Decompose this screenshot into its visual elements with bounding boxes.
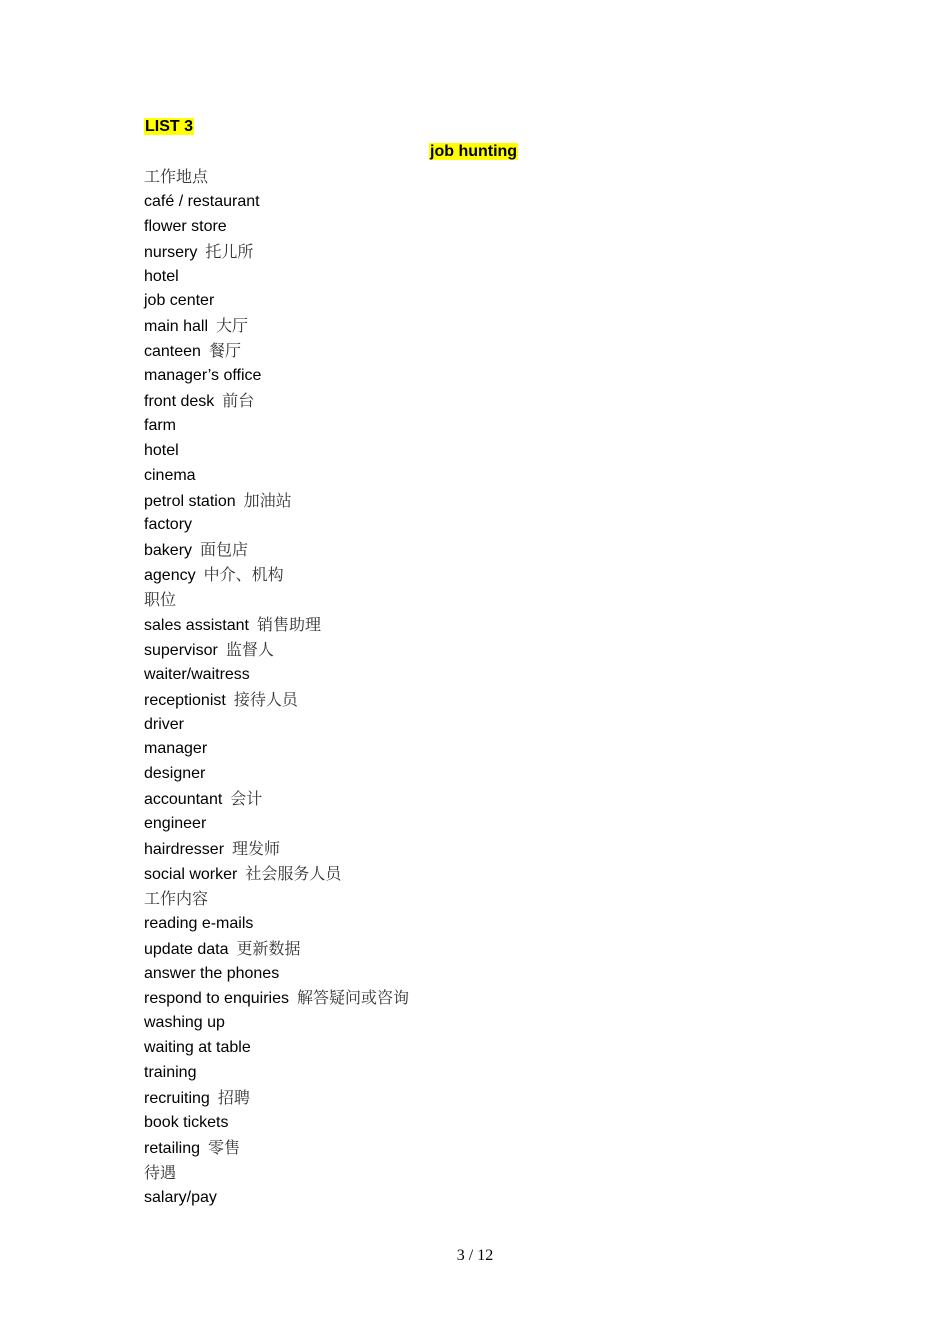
entry-chinese: 加油站	[243, 490, 292, 510]
entry-english: recruiting	[144, 1089, 210, 1107]
entry-chinese: 餐厅	[208, 341, 241, 361]
entry-english: retailing	[144, 1139, 201, 1157]
vocab-entry	[144, 862, 409, 887]
vocab-entry	[144, 1061, 409, 1086]
vocab-entry	[144, 737, 409, 762]
entry-english: cinema	[144, 466, 196, 484]
vocab-entry	[144, 314, 409, 339]
vocab-entry	[144, 762, 409, 787]
entry-chinese: 监督人	[225, 639, 274, 659]
entry-english: salary/pay	[144, 1188, 217, 1206]
category-heading	[144, 588, 409, 613]
vocab-entry	[144, 389, 409, 414]
entry-english: manager’s office	[144, 367, 262, 385]
entry-chinese: 解答疑问或咨询	[296, 988, 409, 1008]
vocab-entry	[144, 513, 409, 538]
category-heading	[144, 887, 409, 912]
entry-english: book tickets	[144, 1113, 229, 1131]
entry-chinese: 零售	[208, 1137, 241, 1157]
category-heading	[144, 165, 409, 190]
vocab-entry	[144, 563, 409, 588]
section-title	[429, 142, 518, 162]
vocab-entry	[144, 713, 409, 738]
entry-english: washing up	[144, 1014, 225, 1032]
entry-chinese: 待遇	[144, 1162, 177, 1182]
entry-english: factory	[144, 516, 193, 534]
vocab-entry	[144, 937, 409, 962]
entry-english: reading e-mails	[144, 914, 254, 932]
category-heading	[144, 1161, 409, 1186]
vocab-entry	[144, 663, 409, 688]
vocab-entry	[144, 190, 409, 215]
vocab-entry	[144, 1011, 409, 1036]
entry-chinese: 社会服务人员	[245, 863, 342, 883]
entry-chinese: 招聘	[217, 1087, 250, 1107]
entry-english: waiting at table	[144, 1039, 251, 1057]
entry-english: petrol station	[144, 492, 236, 510]
vocab-entry	[144, 912, 409, 937]
entry-english: training	[144, 1064, 197, 1082]
vocab-entry	[144, 364, 409, 389]
entry-chinese: 工作地点	[144, 167, 209, 186]
list-title	[144, 117, 194, 137]
entry-english: accountant	[144, 791, 223, 809]
vocab-entry	[144, 1111, 409, 1136]
entry-chinese: 中介、机构	[203, 565, 284, 585]
vocab-entry	[144, 240, 409, 265]
vocab-entry	[144, 439, 409, 464]
entry-chinese: 职位	[144, 590, 177, 610]
entry-english: hotel	[144, 267, 179, 285]
entry-english: respond to enquiries	[144, 990, 289, 1008]
vocab-entry	[144, 1036, 409, 1061]
vocab-entry	[144, 489, 409, 514]
vocab-entry	[144, 1136, 409, 1161]
entry-english: sales assistant	[144, 617, 249, 635]
entry-chinese: 接待人员	[233, 689, 298, 709]
entry-chinese: 大厅	[216, 316, 249, 336]
vocab-entry	[144, 414, 409, 439]
entry-english: flower store	[144, 217, 227, 235]
entry-english: front desk	[144, 393, 215, 411]
entry-chinese: 销售助理	[256, 615, 321, 635]
entry-chinese: 会计	[230, 789, 263, 809]
entry-english: bakery	[144, 542, 193, 560]
entry-chinese: 理发师	[232, 839, 281, 859]
vocab-entry	[144, 962, 409, 987]
entry-english: café / restaurant	[144, 192, 260, 210]
vocab-entry	[144, 837, 409, 862]
entry-english: driver	[144, 715, 185, 733]
entry-english: engineer	[144, 815, 207, 833]
vocab-entry	[144, 613, 409, 638]
entry-chinese: 工作内容	[144, 888, 209, 908]
vocab-entry	[144, 812, 409, 837]
vocab-entry	[144, 1186, 409, 1211]
entry-english: manager	[144, 740, 208, 758]
entry-english: canteen	[144, 343, 201, 361]
entry-english: nursery	[144, 243, 198, 261]
entry-english: job center	[144, 292, 215, 310]
list-title-text: LIST 3	[145, 118, 194, 135]
entry-english: hotel	[144, 441, 179, 459]
entry-english: agency	[144, 567, 196, 585]
vocab-entry	[144, 464, 409, 489]
vocab-entry	[144, 688, 409, 713]
entry-chinese: 前台	[222, 391, 255, 411]
vocab-entry	[144, 538, 409, 563]
vocab-entry	[144, 215, 409, 240]
entry-english: answer the phones	[144, 964, 280, 982]
entry-chinese: 更新数据	[236, 938, 301, 958]
vocab-entry	[144, 787, 409, 812]
entry-english: farm	[144, 416, 176, 434]
entry-english: hairdresser	[144, 841, 225, 859]
entry-chinese: 面包店	[200, 540, 249, 560]
vocab-entry	[144, 638, 409, 663]
entry-chinese: 托儿所	[205, 241, 254, 261]
vocab-entry	[144, 986, 409, 1011]
vocab-entry	[144, 339, 409, 364]
vocabulary-list	[144, 165, 409, 1210]
entry-english: designer	[144, 765, 206, 783]
page-number: 3 / 12	[456, 1247, 494, 1264]
entry-english: social worker	[144, 865, 238, 883]
entry-english: supervisor	[144, 641, 218, 659]
entry-english: receptionist	[144, 691, 226, 709]
entry-english: update data	[144, 940, 229, 958]
entry-english: waiter/waitress	[144, 665, 250, 683]
vocab-entry	[144, 1086, 409, 1111]
entry-english: main hall	[144, 318, 209, 336]
vocab-entry	[144, 265, 409, 290]
section-title-text: job hunting	[430, 143, 518, 160]
vocab-entry	[144, 289, 409, 314]
